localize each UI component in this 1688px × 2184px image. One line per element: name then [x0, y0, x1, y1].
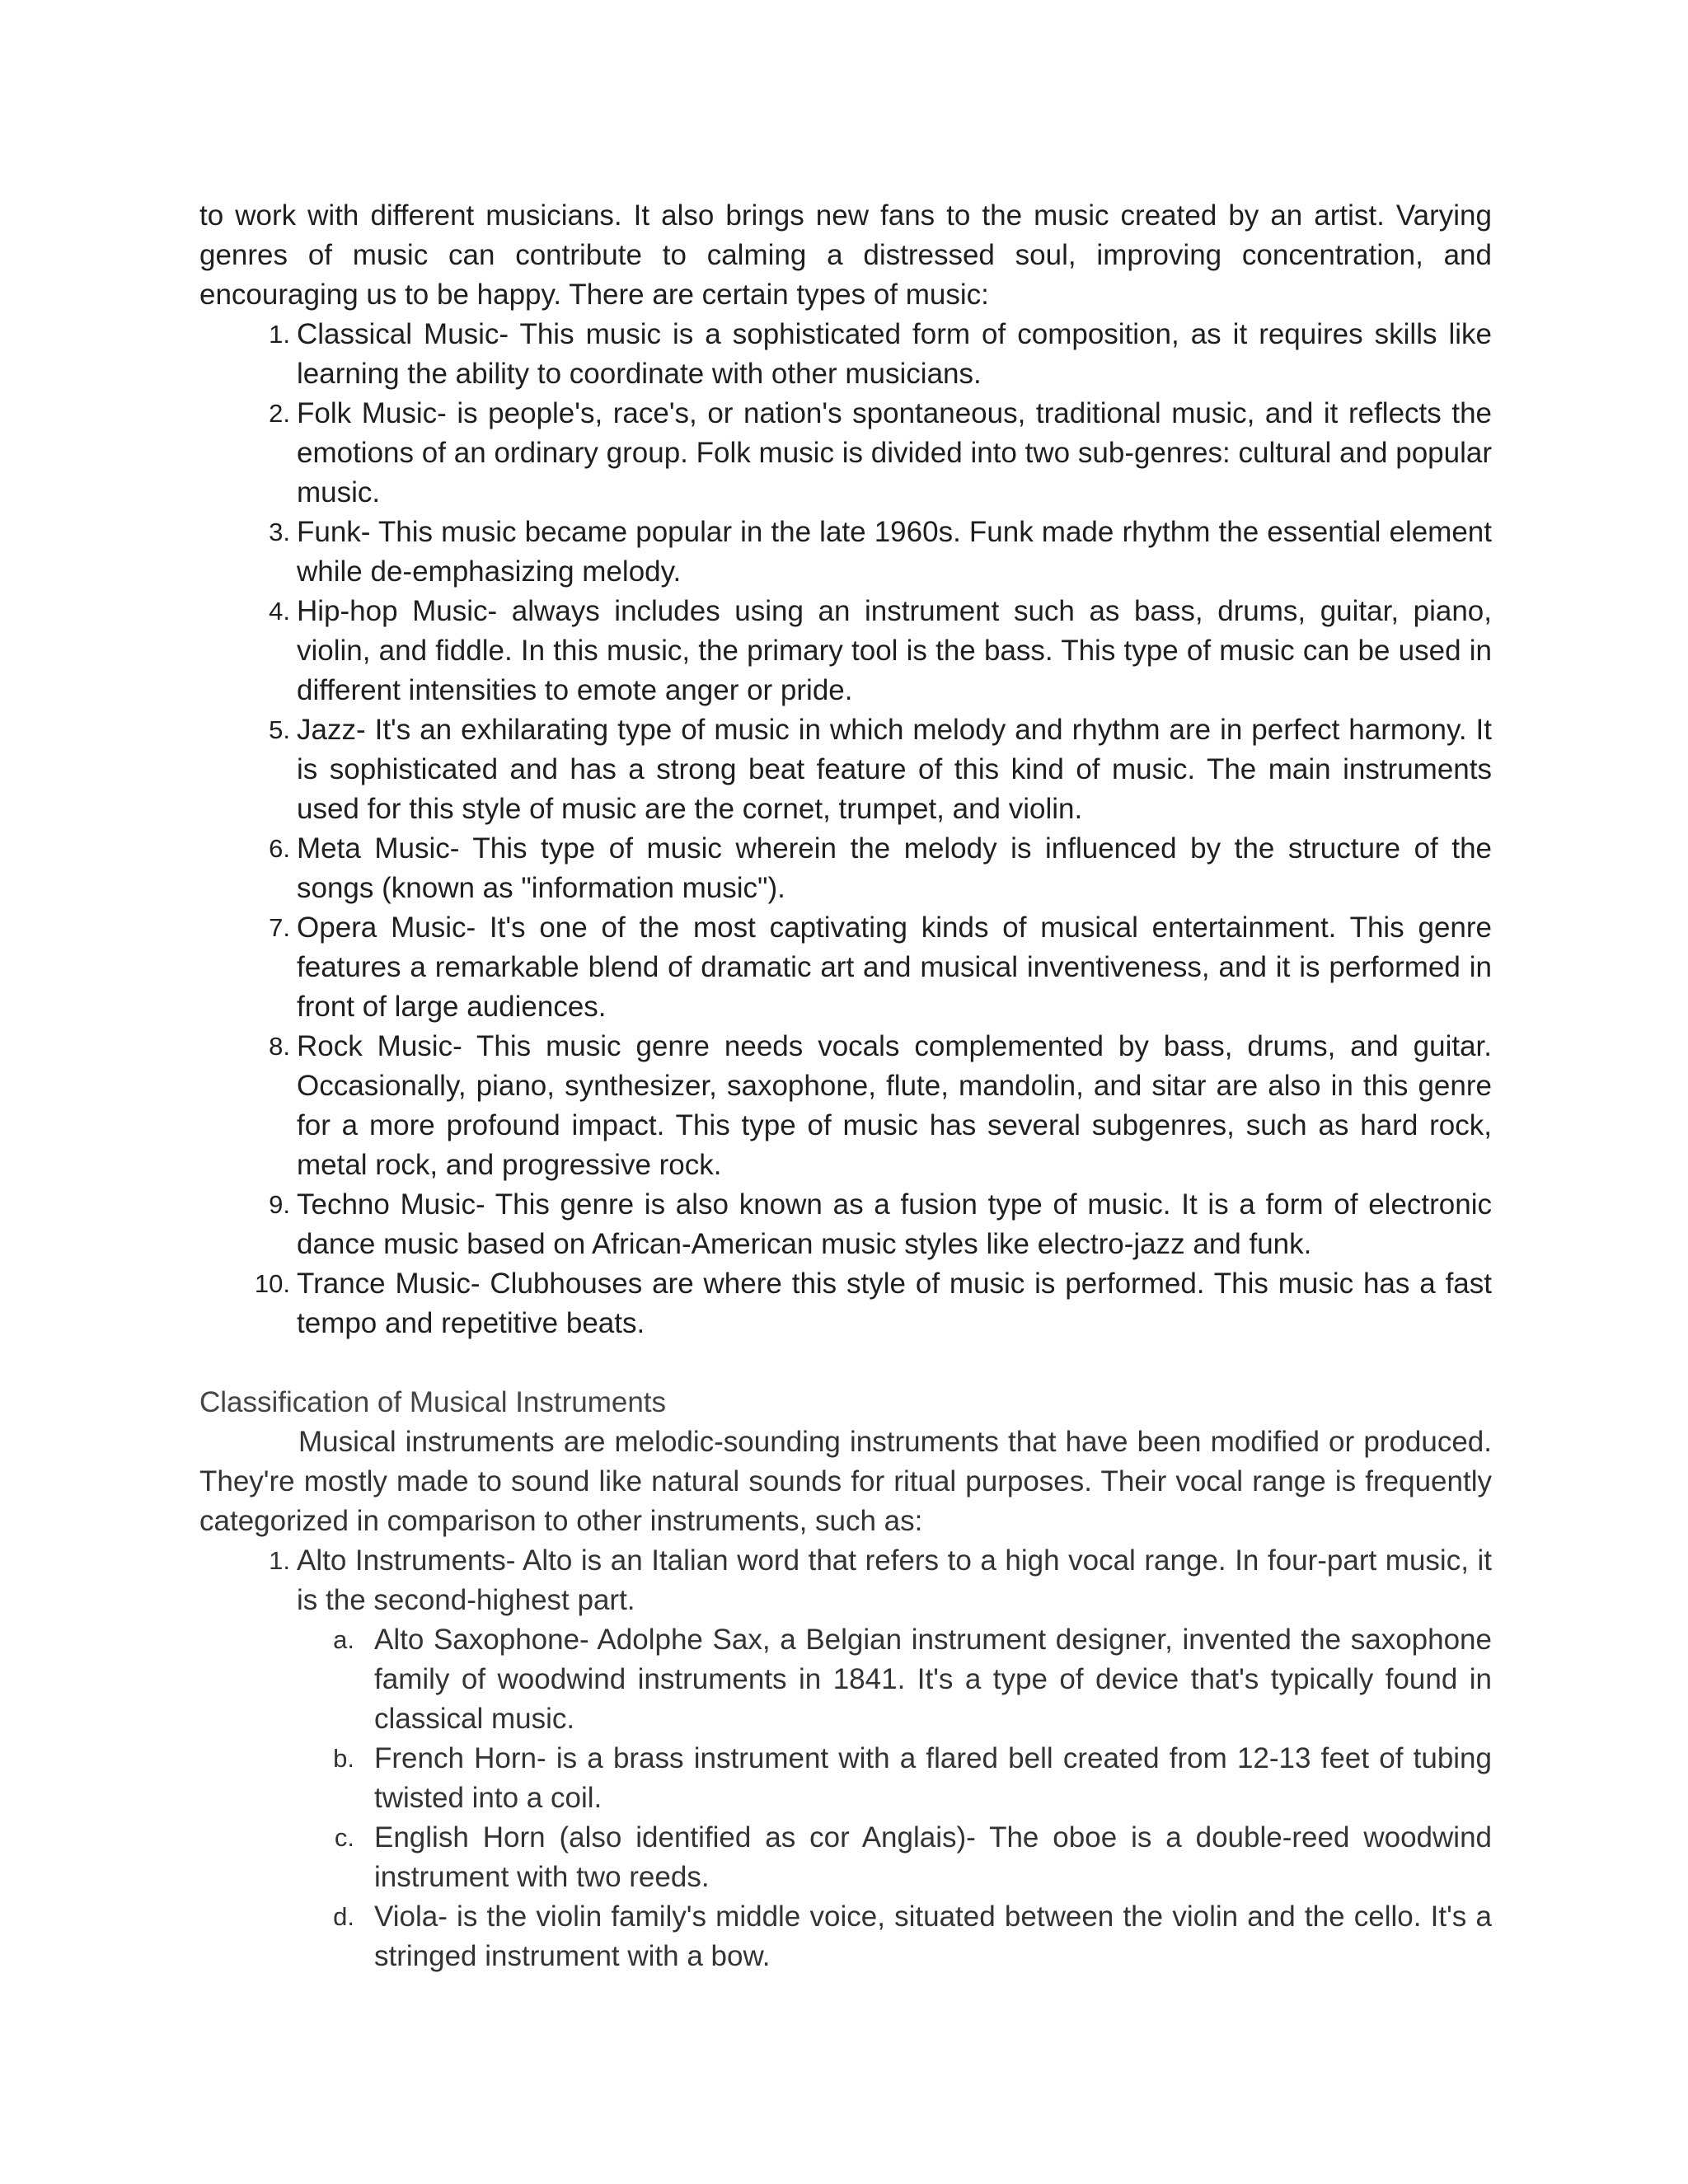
list-number: 10.: [254, 1269, 290, 1298]
list-item-text: Hip-hop Music- always includes using an instrument such as bass, drums, guitar, piano, violin, and fiddle. In this music, the primary tool is the bass. This type of music can be used in different intensities to emote anger or pride.: [297, 595, 1492, 706]
list-item-text: Jazz- It's an exhilarating type of music in which melody and rhythm are in perfect harmony. It is sophisticated and has a strong beat feature of this kind of music. The main instruments used for this style of music are the cornet, trumpet, and violin.: [297, 714, 1492, 825]
list-number: 4.: [269, 597, 290, 626]
list-item: [199, 1027, 1492, 1185]
list-item-text: Classical Music- This music is a sophisticated form of composition, as it requires skills like learning the ability to coordinate with other musicians.: [297, 318, 1492, 390]
list-item-text: Rock Music- This music genre needs vocals complemented by bass, drums, and guitar. Occasionally, piano, synthesizer, saxophone, flute, mandolin, and sitar are also in this genre for a more profound impact. This type of music has several subgenres, such as hard rock, metal rock, and progressive rock.: [297, 1030, 1492, 1181]
list-item: [199, 710, 1492, 829]
list-item: [199, 1185, 1492, 1264]
list-item: [199, 908, 1492, 1027]
sub-list-letter: d.: [333, 1902, 354, 1931]
list-item-text: Meta Music- This type of music wherein the melody is influenced by the structure of the songs (known as "information music").: [297, 832, 1492, 904]
list-item-text: Opera Music- It's one of the most captivating kinds of musical entertainment. This genre features a remarkable blend of dramatic art and musical inventiveness, and it is performed in front of large audiences.: [297, 912, 1492, 1023]
section-intro-paragraph: Musical instruments are melodic-sounding instruments that have been modified or produced. They're mostly made to sound like natural sounds for ritual purposes. Their vocal range is frequently categorized in comparison to other instruments, such as:: [199, 1426, 1492, 1537]
list-number: 8.: [269, 1032, 290, 1061]
sub-list-item: [297, 1620, 1492, 1739]
list-item: [199, 513, 1492, 592]
sub-list-letter: c.: [334, 1823, 354, 1852]
sub-list-letter: b.: [333, 1744, 354, 1773]
page-content: [199, 196, 1492, 1976]
list-item: [199, 1264, 1492, 1343]
list-number: 1.: [269, 1546, 290, 1575]
list-number: 2.: [269, 399, 290, 428]
intro-paragraph: to work with different musicians. It also brings new fans to the music created by an artist. Varying genres of music can contribute to calming a distressed soul, improving concentration, and encouraging us to be happy. There are certain types of music:: [199, 199, 1492, 311]
sub-list-item-text: Alto Saxophone- Adolphe Sax, a Belgian instrument designer, invented the saxophone family of woodwind instruments in 1841. It's a type of device that's typically found in classical music.: [374, 1624, 1492, 1735]
list-item-text: Funk- This music became popular in the late 1960s. Funk made rhythm the essential element while de-emphasizing melody.: [297, 516, 1492, 588]
instrument-categories-list: [199, 1541, 1492, 1976]
list-item-text: Techno Music- This genre is also known as a fusion type of music. It is a form of electronic dance music based on African-American music styles like electro-jazz and funk.: [297, 1188, 1492, 1260]
music-types-list: [199, 315, 1492, 1343]
list-item: [199, 829, 1492, 908]
list-item-text: Folk Music- is people's, race's, or nation's spontaneous, traditional music, and it reflects the emotions of an ordinary group. Folk music is divided into two sub-genres: cultural and popular music.: [297, 397, 1492, 509]
list-item: [199, 394, 1492, 513]
list-number: 9.: [269, 1190, 290, 1219]
sub-list-item-text: French Horn- is a brass instrument with a flared bell created from 12-13 feet of tubing twisted into a coil.: [374, 1742, 1492, 1814]
list-number: 5.: [269, 715, 290, 744]
sub-list-item: [297, 1897, 1492, 1976]
list-number: 7.: [269, 913, 290, 942]
list-item-text: Trance Music- Clubhouses are where this style of music is performed. This music has a fast tempo and repetitive beats.: [297, 1268, 1492, 1339]
sub-list-item-text: Viola- is the violin family's middle voice, situated between the violin and the cello. It's a stringed instrument with a bow.: [374, 1900, 1492, 1972]
alto-instruments-sublist: [297, 1620, 1492, 1976]
list-item: [199, 592, 1492, 710]
list-number: 1.: [269, 320, 290, 349]
sub-list-item-text: English Horn (also identified as cor Anglais)- The oboe is a double-reed woodwind instrument with two reeds.: [374, 1821, 1492, 1893]
section-heading: Classification of Musical Instruments: [199, 1386, 667, 1418]
list-item: [199, 1541, 1492, 1976]
sub-list-item: [297, 1739, 1492, 1818]
list-number: 3.: [269, 518, 290, 546]
list-number: 6.: [269, 834, 290, 863]
list-item: [199, 315, 1492, 394]
sub-list-item: [297, 1818, 1492, 1897]
sub-list-letter: a.: [333, 1625, 354, 1654]
list-item-text: Alto Instruments- Alto is an Italian word that refers to a high vocal range. In four-part music, it is the second-highest part.: [297, 1544, 1492, 1616]
